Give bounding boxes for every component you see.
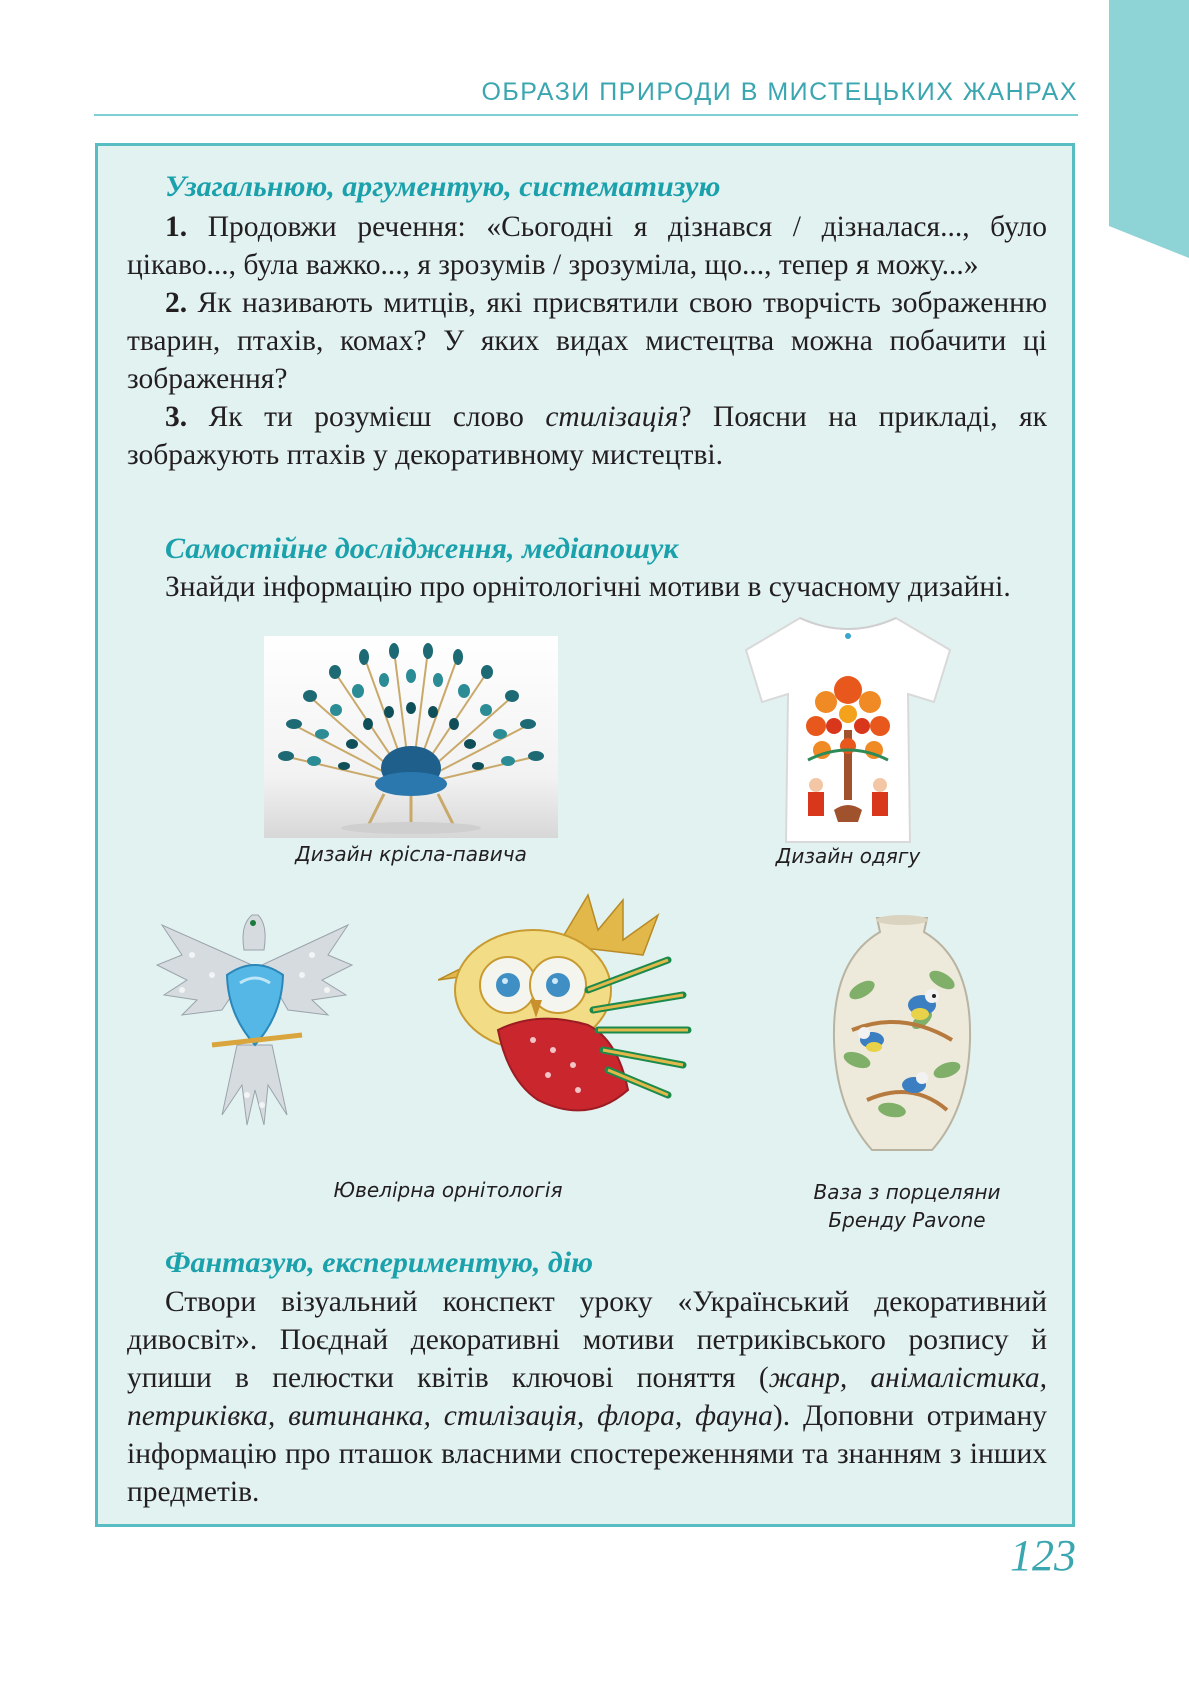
caption-vase-line-2: Бренду Pavone [828, 1208, 986, 1232]
research-text-block [127, 568, 1047, 606]
fantasize-terms: жанр, анімалістика, петриківка, витинанка, стилізація, флора, фауна [127, 1362, 1047, 1432]
fantasize-text-a: Створи візуальний конспект уроку «Український декоративний дивосвіт». Поєднай декоративні мотиви петриківського розпису й упиши в пелюстки квітів ключові поняття ( [127, 1286, 1047, 1394]
questions-block [127, 208, 1047, 474]
bird-brooch-image [152, 895, 358, 1130]
caption-clothing-design: Дизайн одягу [775, 844, 921, 868]
corner-tab-decoration [1109, 0, 1189, 260]
fantasize-text-block [127, 1283, 1047, 1511]
section-heading-generalize: Узагальнюю, аргументую, систематизую [165, 170, 721, 203]
header-rule [94, 114, 1078, 116]
question-number: 2. [165, 287, 188, 319]
question-3 [127, 398, 1047, 474]
porcelain-vase-image [822, 910, 982, 1155]
question-text: Як ти розумієш слово [187, 401, 546, 433]
question-1 [127, 208, 1047, 284]
question-text: Як називають митців, які присвятили свою творчість зображенню тварин, птахів, комах? У яких видах мистецтва можна побачити ці зображення? [127, 287, 1047, 395]
question-text: Продовжи речення: «Сьогодні я дізнався / дізналася..., було цікаво..., була важко..., я зрозумів / зрозуміла, що..., тепер я можу...» [127, 211, 1047, 281]
research-text: Знайди інформацію про орнітологічні мотиви в сучасному дизайні. [165, 571, 1011, 603]
question-2 [127, 284, 1047, 398]
question-text: ? Поясни на прикладі, як зображують птахів у декоративному мистецтві. [127, 401, 1047, 471]
section-heading-research: Самостійне дослідження, медіапошук [165, 532, 679, 565]
owl-brooch-image [438, 890, 700, 1135]
fantasize-text-b: ). Доповни отриману інформацію про пташок власними спостереженнями та знанням з інших предметів. [127, 1400, 1047, 1508]
fantasize-text [127, 1283, 1047, 1511]
caption-porcelain-vase [762, 1178, 1052, 1234]
term-stylization: стилізація [545, 401, 679, 433]
question-number: 3. [165, 401, 188, 433]
caption-jewelry-ornithology: Ювелірна орнітологія [333, 1178, 563, 1202]
caption-vase-line-1: Ваза з порцеляни [813, 1180, 1001, 1204]
running-header: ОБРАЗИ ПРИРОДИ В МИСТЕЦЬКИХ ЖАНРАХ [481, 78, 1078, 106]
page-number: 123 [1010, 1531, 1076, 1580]
section-heading-fantasize: Фантазую, експериментую, дію [165, 1246, 594, 1279]
question-number: 1. [165, 211, 188, 243]
caption-peacock-chair: Дизайн крісла-павича [295, 842, 527, 866]
peacock-chair-image [264, 636, 558, 838]
tshirt-image [738, 610, 958, 845]
